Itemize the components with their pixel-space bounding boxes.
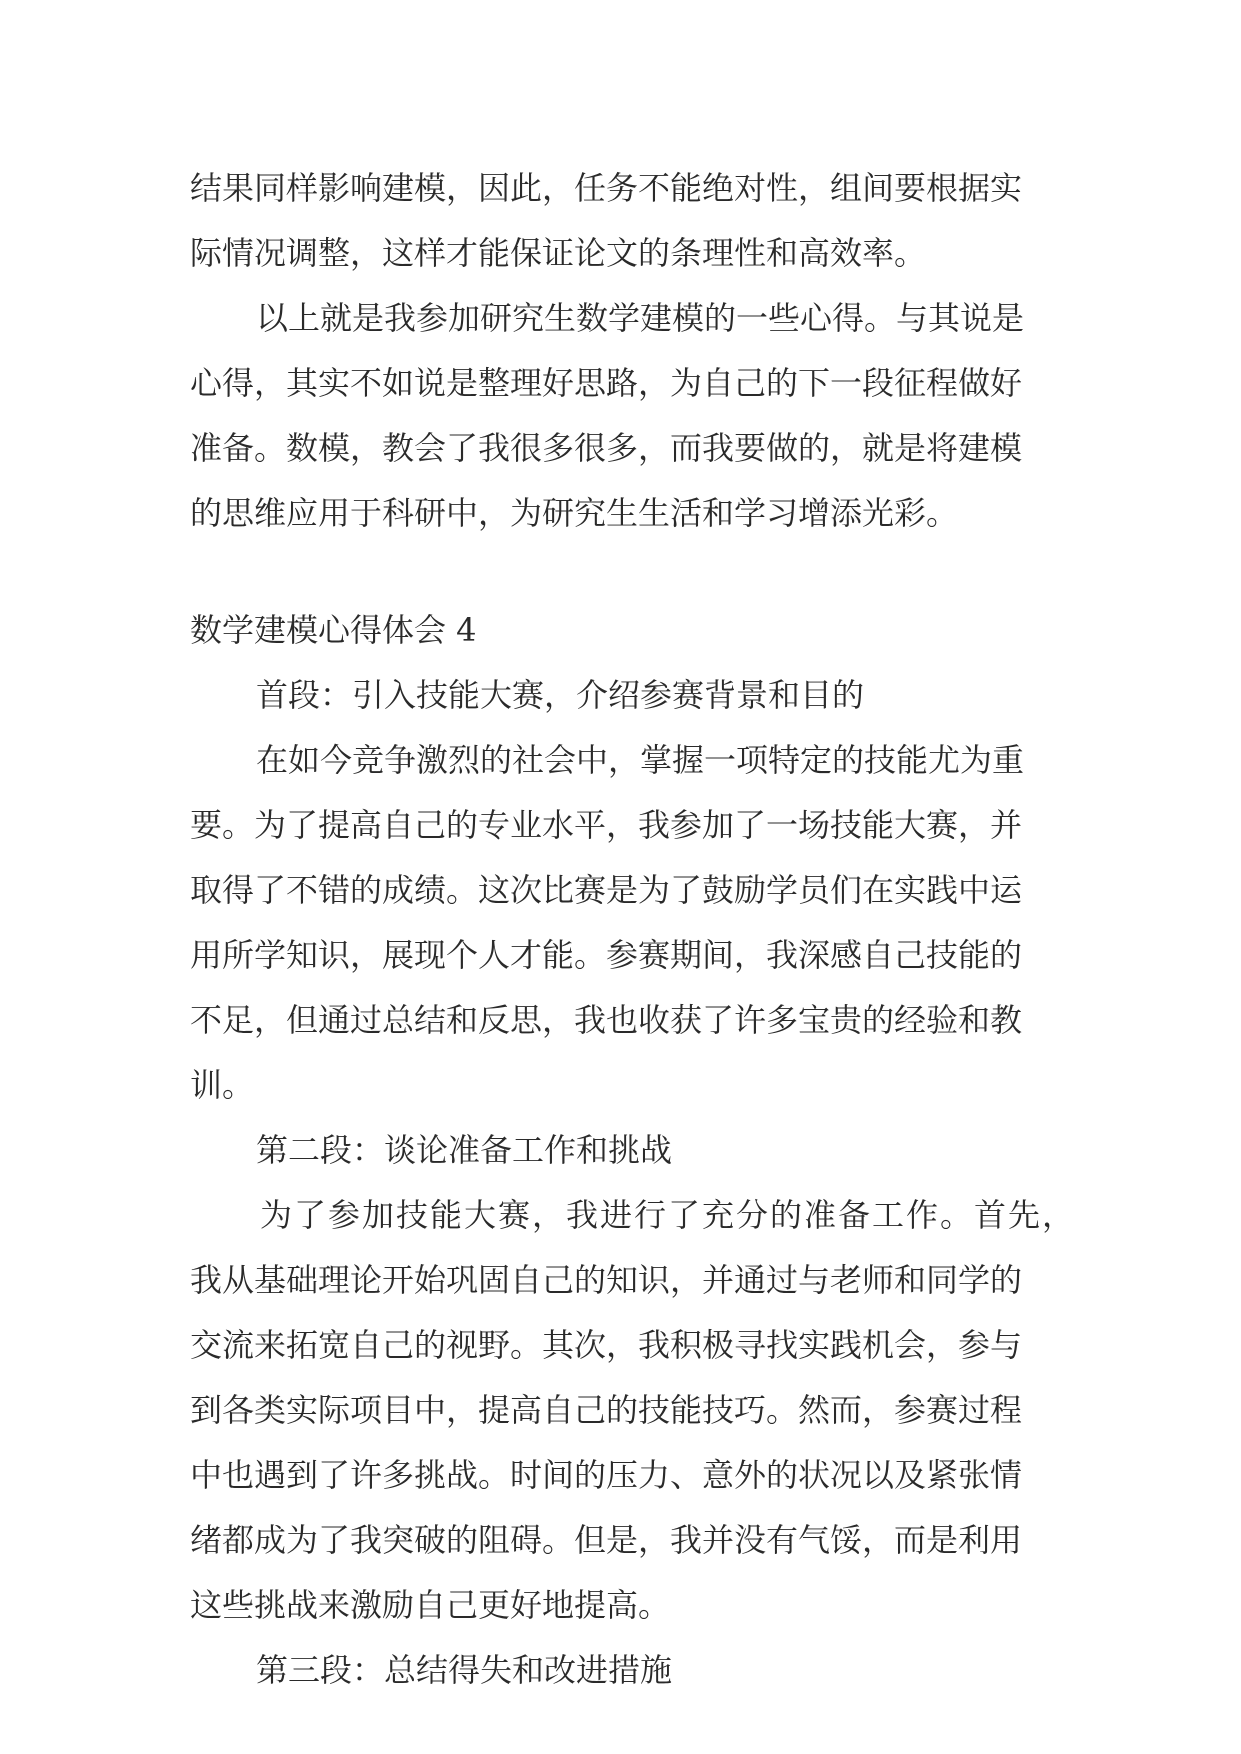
paragraph-heading: 第二段：谈论准备工作和挑战 — [256, 1131, 673, 1169]
text-line: 中也遇到了许多挑战。时间的压力、意外的状况以及紧张情 — [190, 1456, 1023, 1494]
paragraph-heading: 第三段：总结得失和改进措施 — [256, 1651, 673, 1689]
text-line: 绪都成为了我突破的阻碍。但是，我并没有气馁，而是利用 — [190, 1521, 1023, 1559]
text-line: 为了参加技能大赛，我进行了充分的准备工作。首先， — [260, 1196, 1077, 1234]
text-line: 际情况调整，这样才能保证论文的条理性和高效率。 — [190, 234, 927, 272]
text-line: 取得了不错的成绩。这次比赛是为了鼓励学员们在实践中运 — [190, 871, 1023, 909]
text-line: 这些挑战来激励自己更好地提高。 — [190, 1586, 671, 1624]
text-line: 结果同样影响建模，因此，任务不能绝对性，组间要根据实 — [190, 169, 1023, 207]
text-line: 交流来拓宽自己的视野。其次，我积极寻找实践机会，参与 — [190, 1326, 1023, 1364]
text-line: 心得，其实不如说是整理好思路，为自己的下一段征程做好 — [190, 364, 1023, 402]
section-title: 数学建模心得体会 4 — [190, 611, 477, 649]
text-line: 我从基础理论开始巩固自己的知识，并通过与老师和同学的 — [190, 1261, 1023, 1299]
text-line: 训。 — [190, 1066, 255, 1104]
document-body — [190, 156, 1077, 1703]
text-line: 不足，但通过总结和反思，我也收获了许多宝贵的经验和教 — [190, 1001, 1023, 1039]
text-line: 准备。数模，教会了我很多很多，而我要做的，就是将建模 — [190, 429, 1023, 467]
text-line: 的思维应用于科研中，为研究生生活和学习增添光彩。 — [190, 494, 959, 532]
text-line: 以上就是我参加研究生数学建模的一些心得。与其说是 — [256, 299, 1025, 337]
text-line: 在如今竞争激烈的社会中，掌握一项特定的技能尤为重 — [256, 741, 1025, 779]
paragraph-heading: 首段：引入技能大赛，介绍参赛背景和目的 — [256, 676, 865, 714]
text-line: 用所学知识，展现个人才能。参赛期间，我深感自己技能的 — [190, 936, 1023, 974]
text-line: 到各类实际项目中，提高自己的技能技巧。然而，参赛过程 — [190, 1391, 1023, 1429]
text-line: 要。为了提高自己的专业水平，我参加了一场技能大赛，并 — [190, 806, 1023, 844]
spacer — [190, 546, 1050, 598]
